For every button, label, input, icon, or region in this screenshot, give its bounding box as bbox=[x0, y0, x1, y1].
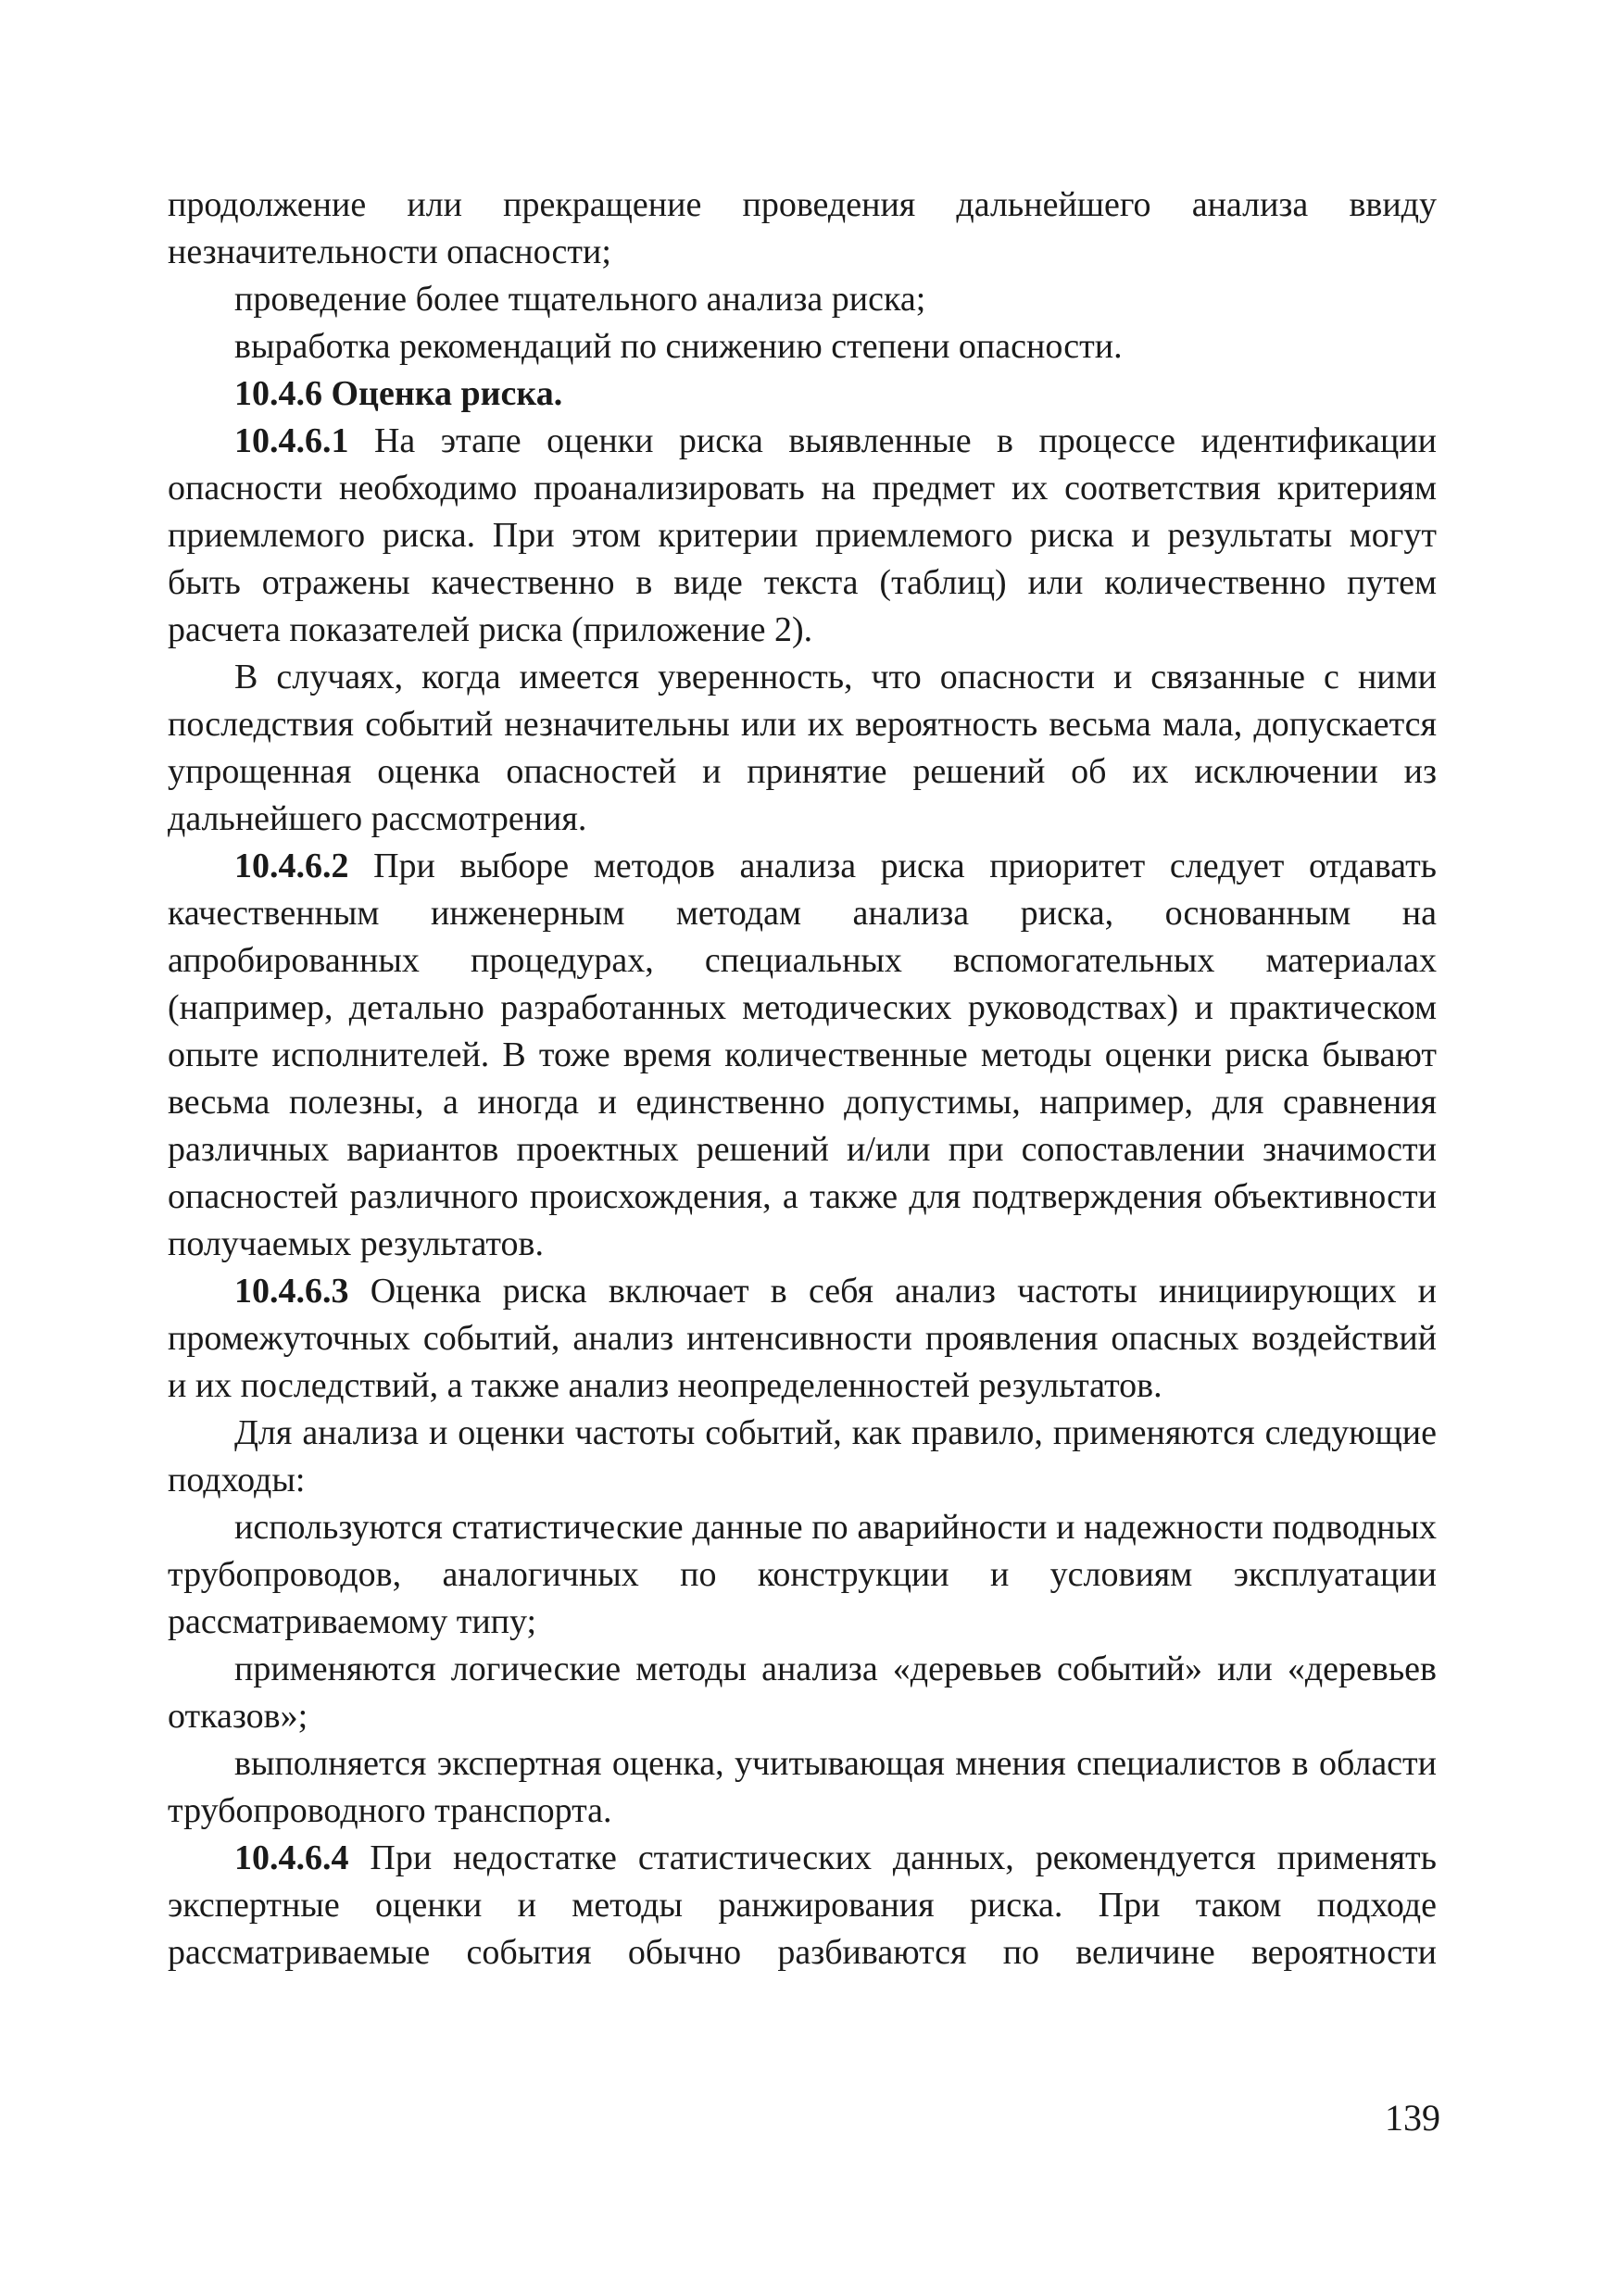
paragraph-text: На этапе оценки риска выявленные в процессе идентификации опасности необходимо проанализировать на предмет их соответствия критериям приемлемого риска. При этом критерии приемлемого риска и результаты могут быть отражены качественно в виде текста (таблиц) или количественно путем расчета показателей риска (приложение 2). bbox=[168, 421, 1437, 649]
section-heading-text: 10.4.6 Оценка риска. bbox=[234, 374, 563, 413]
clause-10-4-6-2 bbox=[168, 843, 1437, 1268]
paragraph-text: В случаях, когда имеется уверенность, что опасности и связанные с ними последствия событий незначительны или их вероятность весьма мала, допускается упрощенная оценка опасностей и принятие решений об их исключении из дальнейшего рассмотрения. bbox=[168, 658, 1437, 838]
paragraph-continuation bbox=[168, 182, 1437, 276]
clause-10-4-6-3 bbox=[168, 1268, 1437, 1410]
clause-10-4-6-1 bbox=[168, 418, 1437, 654]
list-item bbox=[168, 1504, 1437, 1646]
page-number: 139 bbox=[1385, 2097, 1440, 2139]
section-heading bbox=[168, 370, 1437, 418]
paragraph-text: применяются логические методы анализа «деревьев событий» или «деревьев отказов»; bbox=[168, 1650, 1437, 1736]
clause-10-4-6-4 bbox=[168, 1835, 1437, 1976]
paragraph-text: Для анализа и оценки частоты событий, как правило, применяются следующие подходы: bbox=[168, 1413, 1437, 1499]
paragraph-text: При недостатке статистических данных, рекомендуется применять экспертные оценки и методы ранжирования риска. При таком подходе рассматриваемые события обычно разбиваются по величине вероятности bbox=[168, 1838, 1437, 1972]
paragraph-text: Оценка риска включает в себя анализ частоты инициирующих и промежуточных событий, анализ интенсивности проявления опасных воздействий и их последствий, а также анализ неопределенностей результатов. bbox=[168, 1272, 1437, 1405]
clause-number: 10.4.6.1 bbox=[234, 421, 349, 460]
paragraph-text: проведение более тщательного анализа риска; bbox=[234, 280, 926, 319]
list-item bbox=[168, 276, 1437, 323]
paragraph-text: При выборе методов анализа риска приоритет следует отдавать качественным инженерным методам анализа риска, основанным на апробированных процедурах, специальных вспомогательных материалах (например, детально разработанных методических руководствах) и практическом опыте исполнителей. В тоже время количественные методы оценки риска бывают весьма полезны, а иногда и единственно допустимы, например, для сравнения различных вариантов проектных решений и/или при сопоставлении значимости опасностей различного происхождения, а также для подтверждения объективности получаемых результатов. bbox=[168, 847, 1438, 1263]
paragraph bbox=[168, 654, 1437, 843]
clause-number: 10.4.6.4 bbox=[234, 1838, 349, 1877]
paragraph-text: выработка рекомендаций по снижению степени опасности. bbox=[234, 327, 1123, 366]
clause-number: 10.4.6.2 bbox=[234, 847, 349, 885]
paragraph bbox=[168, 1410, 1437, 1504]
paragraph-text: используются статистические данные по аварийности и надежности подводных трубопроводов, аналогичных по конструкции и условиям эксплуатации рассматриваемому типу; bbox=[168, 1508, 1437, 1641]
list-item bbox=[168, 323, 1437, 370]
paragraph-text: продолжение или прекращение проведения дальнейшего анализа ввиду незначительности опасности; bbox=[168, 185, 1437, 271]
document-body bbox=[168, 182, 1437, 1976]
list-item bbox=[168, 1646, 1437, 1740]
list-item bbox=[168, 1740, 1437, 1835]
clause-number: 10.4.6.3 bbox=[234, 1272, 349, 1311]
paragraph-text: выполняется экспертная оценка, учитывающая мнения специалистов в области трубопроводного транспорта. bbox=[168, 1744, 1437, 1830]
